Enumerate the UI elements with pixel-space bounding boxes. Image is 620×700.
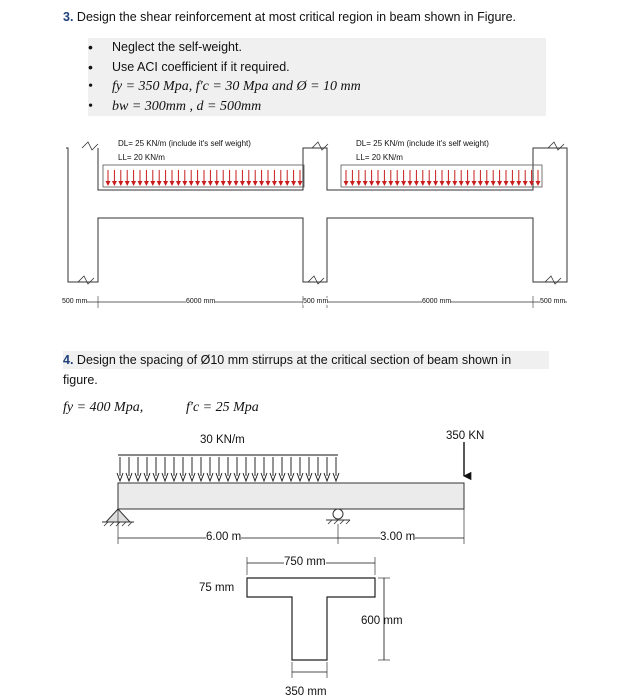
q3-ll-label-left: LL= 20 KN/m — [118, 153, 165, 162]
q3-number: 3. — [63, 10, 74, 24]
q3-dl-label-right: DL= 25 KN/m (include it's self weight) — [356, 139, 489, 148]
q4-span-right-label: 3.00 m — [380, 531, 416, 543]
q3-dim-column-2: 500 mm — [303, 298, 329, 305]
q4-title-line2: figure. — [63, 373, 98, 387]
q3-bullet-1: • Neglect the self-weight. — [88, 38, 546, 58]
q3-ll-label-right: LL= 20 KN/m — [356, 153, 403, 162]
q4-roller-hatch — [328, 520, 350, 524]
q4-title-line1: Design the spacing of Ø10 mm stirrups at the critical section of beam shown in — [76, 353, 512, 367]
q4-roller-support — [333, 509, 343, 519]
q3-bullet-3: • fy = 350 Mpa, f′c = 30 Mpa and Ø = 10 mm — [88, 77, 546, 97]
q4-given-fy: fy = 400 Mpa, — [63, 400, 144, 415]
q4-load-arrows — [117, 457, 339, 481]
q3-dim-span-1: 6000 mm — [186, 298, 216, 305]
q3-dim-span-2: 6000 mm — [422, 298, 452, 305]
q4-flange-thickness-label: 75 mm — [199, 582, 235, 594]
q3-dim-column-3: 500 mm — [540, 298, 566, 305]
q3-title: Design the shear reinforcement at most critical region in beam shown in Figure. — [76, 10, 517, 24]
q4-flange-width-label: 750 mm — [284, 556, 326, 568]
q4-depth-label: 600 mm — [361, 615, 403, 627]
q4-span-left-label: 6.00 m — [206, 531, 242, 543]
q4-t-section — [247, 578, 375, 660]
q3-dl-label-left: DL= 25 KN/m (include it's self weight) — [118, 139, 251, 148]
q4-point-load-label: 350 KN — [446, 430, 485, 442]
q3-dim-column-1: 500 mm — [62, 298, 88, 305]
q3-bullet-2: • Use ACI coefficient if it required. — [88, 58, 546, 78]
q4-given-fc: f′c = 25 Mpa — [186, 400, 259, 415]
q4-web-width-label: 350 mm — [285, 686, 327, 698]
q3-bullet-4: • bw = 300mm , d = 500mm — [88, 97, 546, 117]
q4-number: 4. — [63, 353, 74, 367]
q4-beam — [118, 483, 464, 509]
q4-dist-load-label: 30 KN/m — [200, 434, 245, 446]
